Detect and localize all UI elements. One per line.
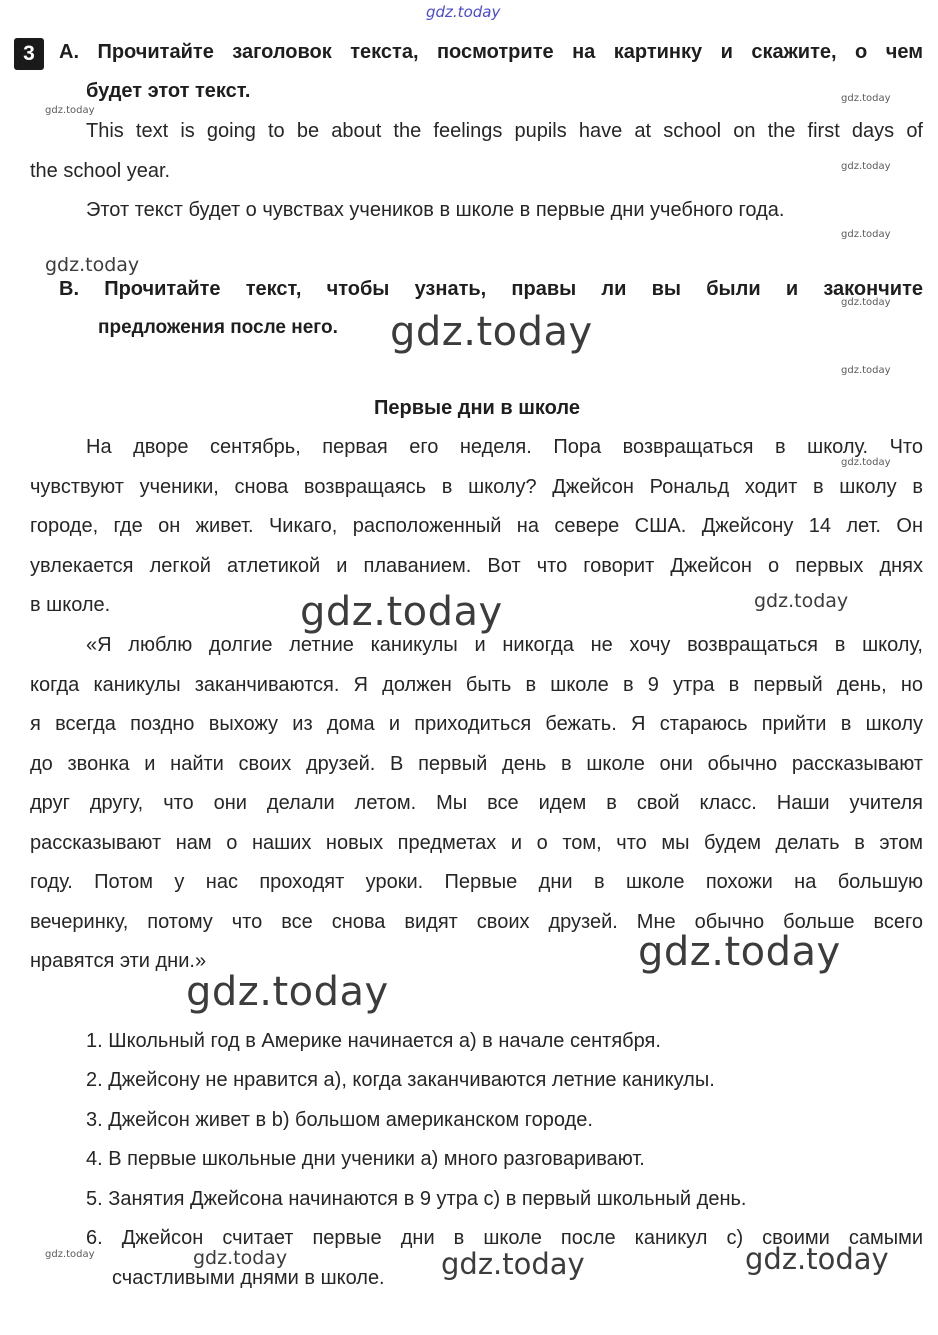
answer-item: 4. В первые школьные дни ученики a) много разговаривают.: [86, 1148, 645, 1170]
article-title: Первые дни в школе: [374, 397, 580, 419]
answer-item: 6. Джейсон считает первые дни в школе после каникул c) своими самыми: [86, 1227, 923, 1249]
paragraph2-line: когда каникулы заканчиваются. Я должен быть в школе в 9 утра в первый день, но: [30, 674, 923, 696]
watermark: gdz.today: [45, 254, 140, 276]
watermark: gdz.today: [193, 1247, 288, 1269]
watermark-medium: gdz.today: [441, 1247, 585, 1281]
watermark: gdz.today: [45, 1249, 95, 1260]
paragraph2-line: нравятся эти дни.»: [30, 950, 207, 972]
answer-item-continuation: счастливыми днями в школе.: [112, 1267, 385, 1289]
paragraph2-line: рассказывают нам о наших новых предметах и о том, что мы будем делать в этом: [30, 832, 923, 854]
answer-item: 1. Школьный год в Америке начинается a) в начале сентября.: [86, 1030, 661, 1052]
watermark-large: gdz.today: [638, 929, 841, 975]
part-a-instruction-line2: будет этот текст.: [86, 80, 251, 102]
answer-item: 5. Занятия Джейсона начинаются в 9 утра c) в первый школьный день.: [86, 1188, 747, 1210]
part-a-instruction-line1: A. Прочитайте заголовок текста, посмотрите на картинку и скажите, о чем: [59, 41, 923, 63]
paragraph2-line: до звонка и найти своих друзей. В первый день в школе они обычно рассказывают: [30, 753, 923, 775]
watermark-medium: gdz.today: [745, 1242, 889, 1276]
paragraph1-line: в школе.: [30, 594, 111, 616]
paragraph2-line: году. Потом у нас проходят уроки. Первые дни в школе похожи на большую: [30, 871, 923, 893]
answer-item: 3. Джейсон живет в b) большом американском городе.: [86, 1109, 593, 1131]
watermark: gdz.today: [841, 161, 891, 172]
watermark: gdz.today: [754, 590, 849, 612]
watermark-top: gdz.today: [426, 3, 501, 21]
answer-item: 2. Джейсону не нравится a), когда заканчиваются летние каникулы.: [86, 1069, 715, 1091]
paragraph1-line: На дворе сентябрь, первая его неделя. Пора возвращаться в школу. Что: [86, 436, 923, 458]
paragraph2-line: я всегда поздно выхожу из дома и приходиться бежать. Я стараюсь прийти в школу: [30, 713, 923, 735]
watermark-large: gdz.today: [186, 969, 389, 1015]
answer-en-line2: the school year.: [30, 160, 171, 182]
watermark: gdz.today: [841, 297, 891, 308]
answer-ru: Этот текст будет о чувствах учеников в школе в первые дни учебного года.: [86, 199, 785, 221]
paragraph1-line: увлекается легкой атлетикой и плаванием. Вот что говорит Джейсон о первых днях: [30, 555, 923, 577]
part-b-instruction-line1: B. Прочитайте текст, чтобы узнать, правы ли вы были и закончите: [59, 278, 923, 300]
watermark: gdz.today: [45, 105, 95, 116]
watermark-large: gdz.today: [390, 309, 593, 355]
watermark: gdz.today: [841, 229, 891, 240]
watermark: gdz.today: [841, 93, 891, 104]
answer-en-line1: This text is going to be about the feelings pupils have at school on the first days of: [86, 120, 923, 142]
watermark: gdz.today: [841, 365, 891, 376]
task-number-badge: 3: [14, 38, 44, 70]
watermark: gdz.today: [841, 457, 891, 468]
paragraph2-line: «Я люблю долгие летние каникулы и никогда не хочу возвращаться в школу,: [86, 634, 923, 656]
paragraph1-line: чувствуют ученики, снова возвращаясь в школу? Джейсон Рональд ходит в школу в: [30, 476, 923, 498]
paragraph2-line: вечеринку, потому что все снова видят своих друзей. Мне обычно больше всего: [30, 911, 923, 933]
part-b-instruction-line2: предложения после него.: [98, 317, 338, 338]
paragraph2-line: друг другу, что они делали летом. Мы все идем в свой класс. Наши учителя: [30, 792, 923, 814]
watermark-large: gdz.today: [300, 589, 503, 635]
paragraph1-line: городе, где он живет. Чикаго, расположенный на севере США. Джейсону 14 лет. Он: [30, 515, 923, 537]
